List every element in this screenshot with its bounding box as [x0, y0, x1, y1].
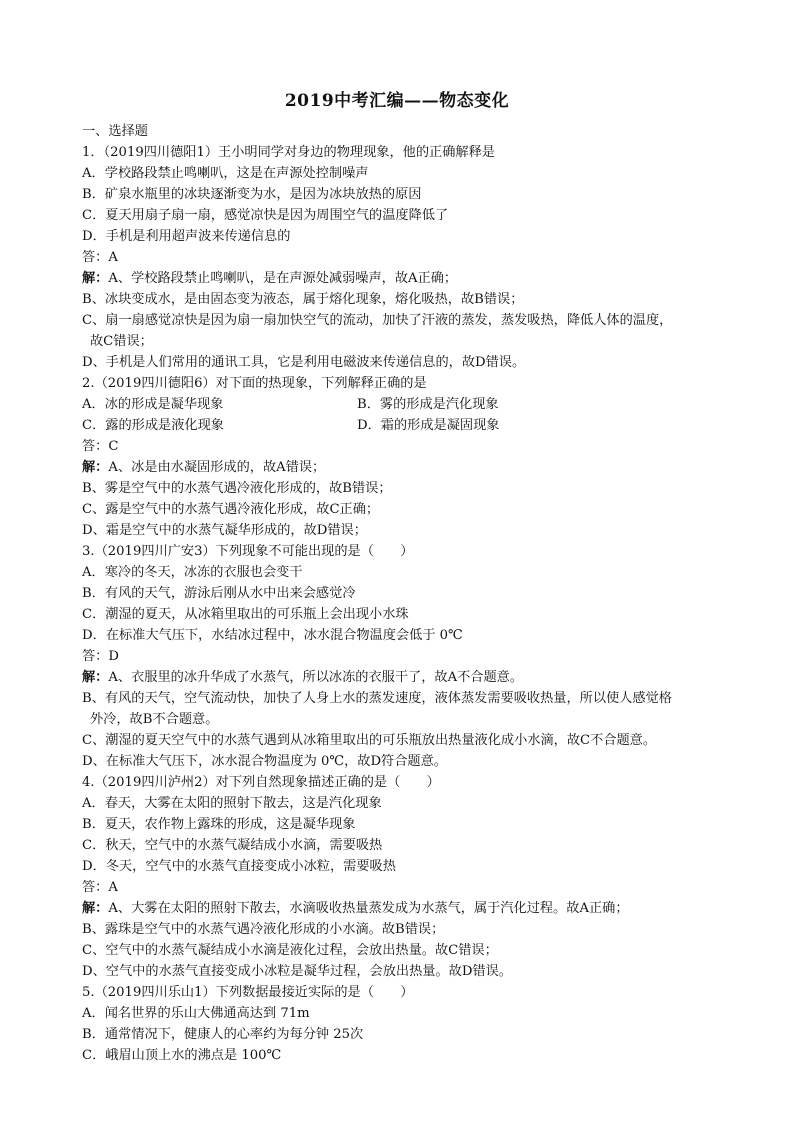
- explanation-line: D、空气中的水蒸气直接变成小冰粒是凝华过程，会放出热量。故D错误。: [82, 964, 512, 979]
- explanation-line: [82, 268, 714, 289]
- explanation-line: D、手机是人们常用的通讯工具，它是利用电磁波来传递信息的，故D错误。: [82, 355, 526, 370]
- question-stem: 5.（2019四川乐山1）下列数据最接近实际的是（ ）: [82, 985, 414, 1000]
- explanation-line: 故C错误；: [90, 334, 153, 349]
- explanation-line: C、潮湿的夏天空气中的水蒸气遇到从冰箱里取出的可乐瓶放出热量液化成小水滴，故C不合题意。: [82, 733, 657, 748]
- answer-label: 答：: [82, 649, 109, 664]
- explanation-text: A、学校路段禁止鸣喇叭，是在声源处减弱噪声，故A正确；: [108, 271, 458, 286]
- option-b: B．矿泉水瓶里的冰块逐渐变为水，是因为冰块放热的原因: [82, 187, 422, 202]
- question-stem: 3.（2019四川广安3）下列现象不可能出现的是（ ）: [82, 544, 414, 559]
- page-title: 2019中考汇编——物态变化: [284, 91, 510, 111]
- explanation-text: A、大雾在太阳的照射下散去，水滴吸收热量蒸发成为水蒸气，属于汽化过程。故A正确；: [108, 901, 629, 916]
- answer-line: [82, 646, 714, 667]
- option-a: A．学校路段禁止鸣喇叭，这是在声源处控制噪声: [82, 166, 369, 181]
- explanation-line: D、在标准大气压下，冰水混合物温度为 0℃，故D符合题意。: [82, 754, 447, 769]
- option-d: D．冬天，空气中的水蒸气直接变成小冰粒，需要吸热: [82, 859, 396, 874]
- answer-line: [82, 436, 714, 457]
- option-d: D．在标准大气压下，水结冰过程中，冰水混合物温度会低于 0℃: [82, 628, 463, 643]
- document-body: [82, 121, 714, 1066]
- explanation-label: 解：: [82, 271, 109, 286]
- explanation-line: C、空气中的水蒸气凝结成小水滴是液化过程，会放出热量。故C错误；: [82, 943, 498, 958]
- explanation-line: B、露珠是空气中的水蒸气遇冷液化形成的小水滴。故B错误；: [82, 922, 445, 937]
- explanation-line: B、冰块变成水，是由固态变为液态，属于熔化现象，熔化吸热，故B错误；: [82, 292, 524, 307]
- answer-label: 答：: [82, 250, 109, 265]
- answer-label: 答：: [82, 880, 109, 895]
- option-b: B．雾的形成是汽化现象: [357, 397, 499, 412]
- option-row: [82, 415, 714, 436]
- section-heading: 一、选择题: [82, 124, 148, 139]
- explanation-text: A、冰是由水凝固形成的，故A错误；: [108, 460, 326, 475]
- option-row: [82, 394, 714, 415]
- explanation-label: 解：: [82, 670, 109, 685]
- explanation-text: A、衣服里的冰升华成了水蒸气，所以冰冻的衣服干了，故A不合题意。: [108, 670, 524, 685]
- answer-label: 答：: [82, 439, 109, 454]
- explanation-line: [82, 898, 714, 919]
- question-4: [82, 772, 714, 982]
- option-a: A．闻名世界的乐山大佛通高达到 71m: [82, 1006, 310, 1021]
- explanation-line: B、雾是空气中的水蒸气遇冷液化形成的，故B错误；: [82, 481, 392, 496]
- option-d: D．手机是利用超声波来传递信息的: [82, 229, 291, 244]
- explanation-line: C、扇一扇感觉凉快是因为扇一扇加快空气的流动，加快了汗液的蒸发，蒸发吸热，降低人体的温度，: [82, 313, 673, 328]
- question-stem: 2.（2019四川德阳6）对下面的热现象，下列解释正确的是: [82, 376, 427, 391]
- option-c: C．潮湿的夏天，从冰箱里取出的可乐瓶上会出现小水珠: [82, 607, 409, 622]
- explanation-line: 外冷，故B不合题意。: [90, 712, 219, 727]
- option-c: C．露的形成是液化现象: [82, 418, 224, 433]
- option-d: D．霜的形成是凝固现象: [357, 418, 500, 433]
- question-1: [82, 142, 714, 373]
- question-5: [82, 982, 714, 1066]
- question-3: [82, 541, 714, 772]
- explanation-label: 解：: [82, 901, 109, 916]
- explanation-line: [82, 667, 714, 688]
- option-c: C．秋天，空气中的水蒸气凝结成小水滴，需要吸热: [82, 838, 383, 853]
- explanation-line: D、霜是空气中的水蒸气凝华形成的，故D错误；: [82, 523, 367, 538]
- question-stem: 1．（2019四川德阳1）王小明同学对身边的物理现象，他的正确解释是: [82, 145, 495, 160]
- explanation-line: B、有风的天气，空气流动快，加快了人身上水的蒸发速度，液体蒸发需要吸收热量，所以使人感觉格: [82, 691, 672, 706]
- explanation-label: 解：: [82, 460, 109, 475]
- answer-value: C: [108, 439, 119, 454]
- answer-value: D: [108, 649, 119, 664]
- answer-value: A: [108, 880, 118, 895]
- option-a: A．春天，大雾在太阳的照射下散去，这是汽化现象: [82, 796, 382, 811]
- question-2: [82, 373, 714, 541]
- option-a: A．冰的形成是凝华现象: [82, 397, 224, 412]
- question-stem: 4.（2019四川泸州2）对下列自然现象描述正确的是（ ）: [82, 775, 440, 790]
- explanation-line: C、露是空气中的水蒸气遇冷液化形成，故C正确；: [82, 502, 380, 517]
- answer-line: [82, 247, 714, 268]
- option-c: C．峨眉山顶上水的沸点是 100℃: [82, 1048, 282, 1063]
- answer-line: [82, 877, 714, 898]
- option-b: B．有风的天气，游泳后刚从水中出来会感觉冷: [82, 586, 356, 601]
- answer-value: A: [108, 250, 118, 265]
- option-b: B．夏天，农作物上露珠的形成，这是凝华现象: [82, 817, 356, 832]
- explanation-line: [82, 457, 714, 478]
- option-c: C．夏天用扇子扇一扇，感觉凉快是因为周围空气的温度降低了: [82, 208, 449, 223]
- option-b: B．通常情况下，健康人的心率约为每分钟 25次: [82, 1027, 364, 1042]
- option-a: A．寒冷的冬天，冰冻的衣服也会变干: [82, 565, 303, 580]
